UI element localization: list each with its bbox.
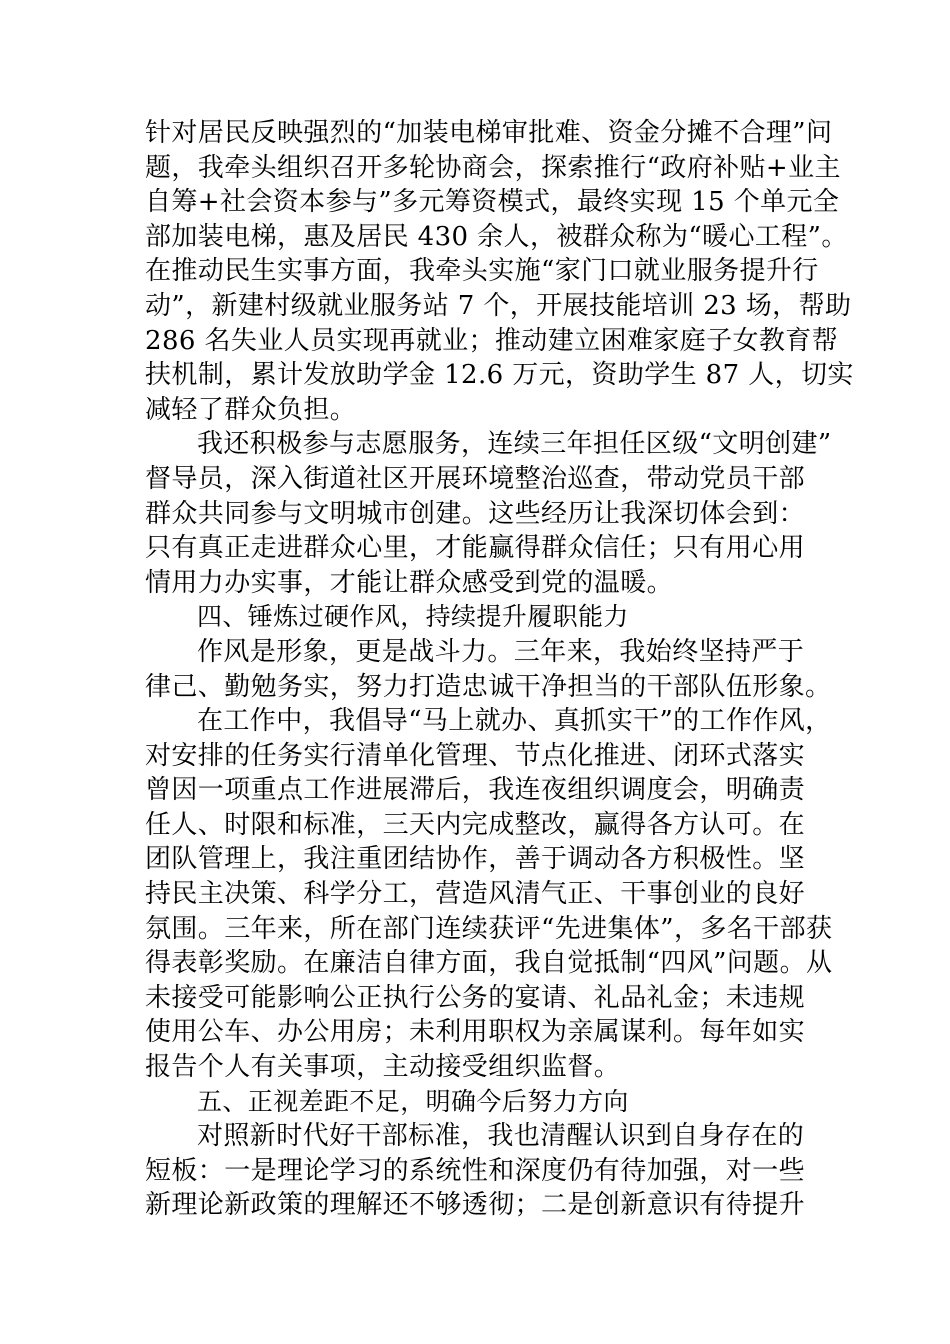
text-line: 短板：一是理论学习的系统性和深度仍有待加强，对一些 <box>145 1155 806 1186</box>
text-line: 只有真正走进群众心里，才能赢得群众信任；只有用心用 <box>145 533 806 564</box>
text-line: 督导员，深入街道社区开展环境整治巡查，带动党员干部 <box>145 463 806 494</box>
text-line: 曾因一项重点工作进展滞后，我连夜组织调度会，明确责 <box>145 775 806 806</box>
section-heading: 四、锤炼过硬作风，持续提升履职能力 <box>197 602 629 632</box>
text-line: 使用公车、办公用房；未利用职权为亲属谋利。每年如实 <box>145 1017 806 1048</box>
text-line: 在工作中，我倡导“马上就办、真抓实干”的工作作风， <box>197 706 832 737</box>
text-line: 作风是形象，更是战斗力。三年来，我始终坚持严于 <box>197 636 805 667</box>
text-line: 在推动民生实事方面，我牵头实施“家门口就业服务提升行 <box>145 256 819 287</box>
text-line: 题，我牵头组织召开多轮协商会，探索推行“政府补贴+业主 <box>145 152 841 183</box>
text-line: 针对居民反映强烈的“加装电梯审批难、资金分摊不合理”问 <box>145 118 833 148</box>
text-line: 对安排的任务实行清单化管理、节点化推进、闭环式落实 <box>145 740 806 771</box>
text-line: 氛围。三年来，所在部门连续获评“先进集体”，多名干部获 <box>145 913 833 944</box>
text-line: 动”，新建村级就业服务站 7 个，开展技能培训 23 场，帮助 <box>145 290 852 321</box>
text-line: 286 名失业人员实现再就业；推动建立困难家庭子女教育帮 <box>145 325 839 356</box>
text-line: 律己、勤勉务实，努力打造忠诚干净担当的干部队伍形象。 <box>145 671 832 702</box>
text-line: 报告个人有关事项，主动接受组织监督。 <box>145 1052 621 1083</box>
text-line: 我还积极参与志愿服务，连续三年担任区级“文明创建” <box>197 429 832 460</box>
text-line: 群众共同参与文明城市创建。这些经历让我深切体会到： <box>145 498 806 529</box>
document-body <box>145 116 854 1223</box>
section-heading: 五、正视差距不足，明确今后努力方向 <box>197 1086 629 1116</box>
text-line: 得表彰奖励。在廉洁自律方面，我自觉抵制“四风”问题。从 <box>145 948 833 979</box>
text-line: 部加装电梯，惠及居民 430 余人，被群众称为“暖心工程”。 <box>145 221 848 252</box>
text-line: 新理论新政策的理解还不够透彻；二是创新意识有待提升 <box>145 1190 806 1221</box>
text-line: 情用力办实事，才能让群众感受到党的温暖。 <box>145 567 674 598</box>
text-line: 对照新时代好干部标准，我也清醒认识到自身存在的 <box>197 1121 805 1152</box>
text-line: 未接受可能影响公正执行公务的宴请、礼品礼金；未违规 <box>145 982 806 1013</box>
text-line: 扶机制，累计发放助学金 12.6 万元，资助学生 87 人，切实 <box>145 360 854 391</box>
text-line: 任人、时限和标准，三天内完成整改，赢得各方认可。在 <box>145 809 806 840</box>
text-line: 减轻了群众负担。 <box>145 394 357 425</box>
text-line: 持民主决策、科学分工，营造风清气正、干事创业的良好 <box>145 879 806 910</box>
text-line: 自筹+社会资本参与”多元筹资模式，最终实现 15 个单元全 <box>145 187 840 218</box>
text-line: 团队管理上，我注重团结协作，善于调动各方积极性。坚 <box>145 844 806 875</box>
